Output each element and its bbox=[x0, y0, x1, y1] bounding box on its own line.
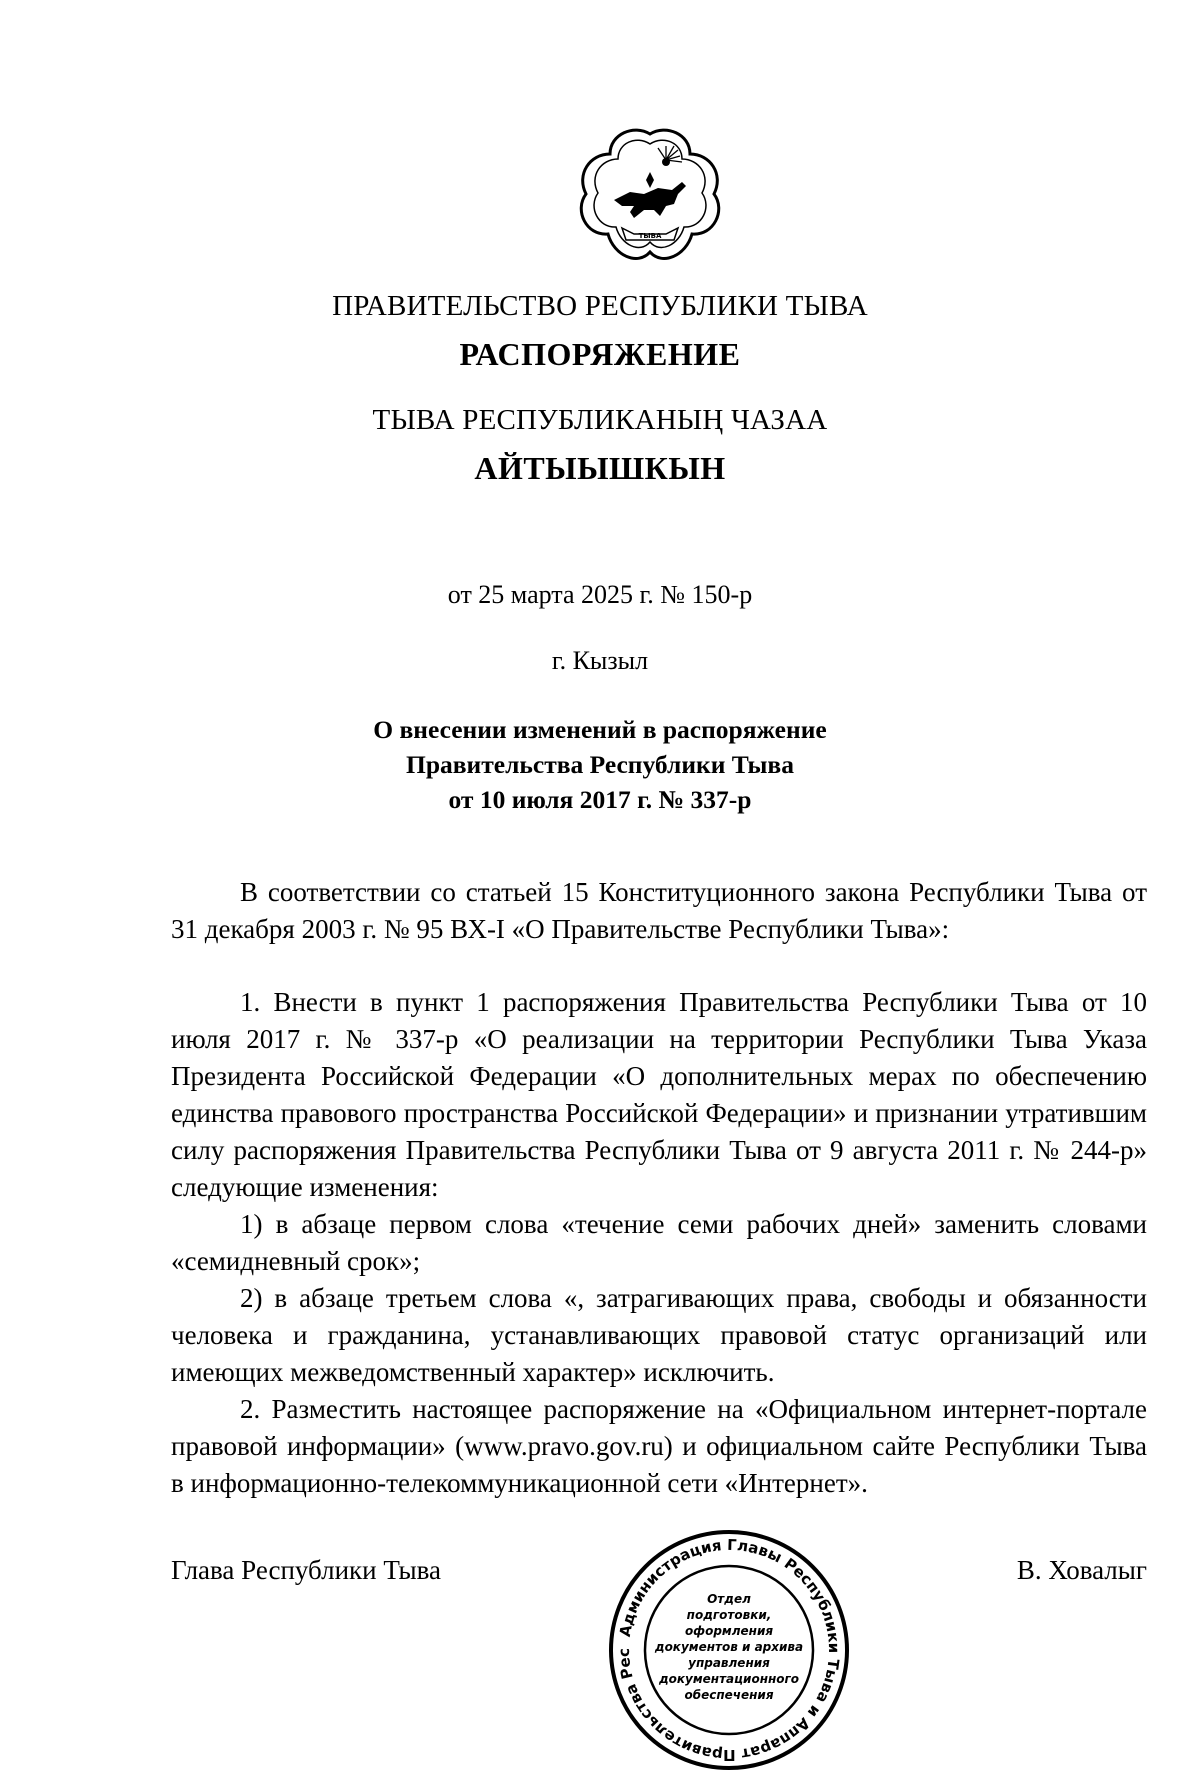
government-title-tyv: ТЫВА РЕСПУБЛИКАНЫҢ ЧАЗАА bbox=[372, 404, 828, 436]
document-type-tyv: АЙТЫЫШКЫН bbox=[474, 450, 726, 486]
document-type-ru: РАСПОРЯЖЕНИЕ bbox=[459, 336, 741, 372]
paragraph-1: 1. Внести в пункт 1 распоряжения Правительства Республики Тыва от 10 июля 2017 г. № 337-р «О реализации на территории Республики Тыва Указа Президента Российской Федерации «О дополнительных мерах по обеспечению единства правового пространства Российской Федерации» и признании утратившим силу распоряжения Правительства Республики Тыва от 9 августа 2011 г. № 244-р» следующие изменения: bbox=[171, 987, 1147, 1202]
stamp-center-line: управления bbox=[688, 1656, 770, 1670]
subparagraph-1-1: 1) в абзаце первом слова «течение семи рабочих дней» заменить словами «семидневный срок»; bbox=[171, 1209, 1147, 1276]
stamp-center-line: оформления bbox=[684, 1624, 774, 1638]
emblem-ribbon-text: ТЫВА bbox=[638, 232, 662, 240]
stamp-center-line: документов и архива bbox=[654, 1640, 804, 1654]
paragraph-2: 2. Разместить настоящее распоряжение на «Официальном интернет-портале правовой информации» (www.pravo.gov.ru) и официальном сайте Республики Тыва в информационно-телекоммуникационной сети «Интернет». bbox=[171, 1394, 1147, 1498]
document-city: г. Кызыл bbox=[551, 646, 649, 675]
signatory-position: Глава Республики Тыва bbox=[171, 1555, 442, 1585]
official-stamp bbox=[604, 1525, 854, 1775]
subject-line: от 10 июля 2017 г. № 337-р bbox=[448, 785, 752, 814]
stamp-ring-text: Администрация Главы Республики Тыва и Аппарат Правительства Рес bbox=[614, 1535, 844, 1765]
preamble-text: В соответствии со статьей 15 Конституционного закона Республики Тыва от 31 декабря 2003 г. № 95 ВХ-I «О Правительстве Республики Тыва»: bbox=[171, 877, 1147, 944]
preamble-paragraph bbox=[171, 874, 1147, 948]
government-title-ru: ПРАВИТЕЛЬСТВО РЕСПУБЛИКИ ТЫВА bbox=[332, 290, 868, 322]
stamp-center-line: Отдел bbox=[707, 1592, 751, 1606]
subject-line: Правительства Республики Тыва bbox=[406, 750, 794, 779]
stamp-center-line: документационного bbox=[658, 1672, 800, 1686]
tuva-coat-of-arms-icon bbox=[574, 124, 726, 268]
stamp-center-line: подготовки, bbox=[686, 1608, 772, 1622]
document-date-number: от 25 марта 2025 г. № 150-р bbox=[447, 580, 753, 609]
signatory-name: В. Ховалыг bbox=[1016, 1555, 1147, 1585]
stamp-center-line: обеспечения bbox=[684, 1688, 774, 1702]
operative-part bbox=[171, 984, 1147, 1502]
subparagraph-1-2: 2) в абзаце третьем слова «, затрагивающих права, свободы и обязанности человека и гражданина, устанавливающих правовой статус организаций или имеющих межведомственный характер» исключить. bbox=[171, 1283, 1147, 1387]
subject-line: О внесении изменений в распоряжение bbox=[373, 715, 827, 744]
document-subject bbox=[0, 712, 1200, 817]
